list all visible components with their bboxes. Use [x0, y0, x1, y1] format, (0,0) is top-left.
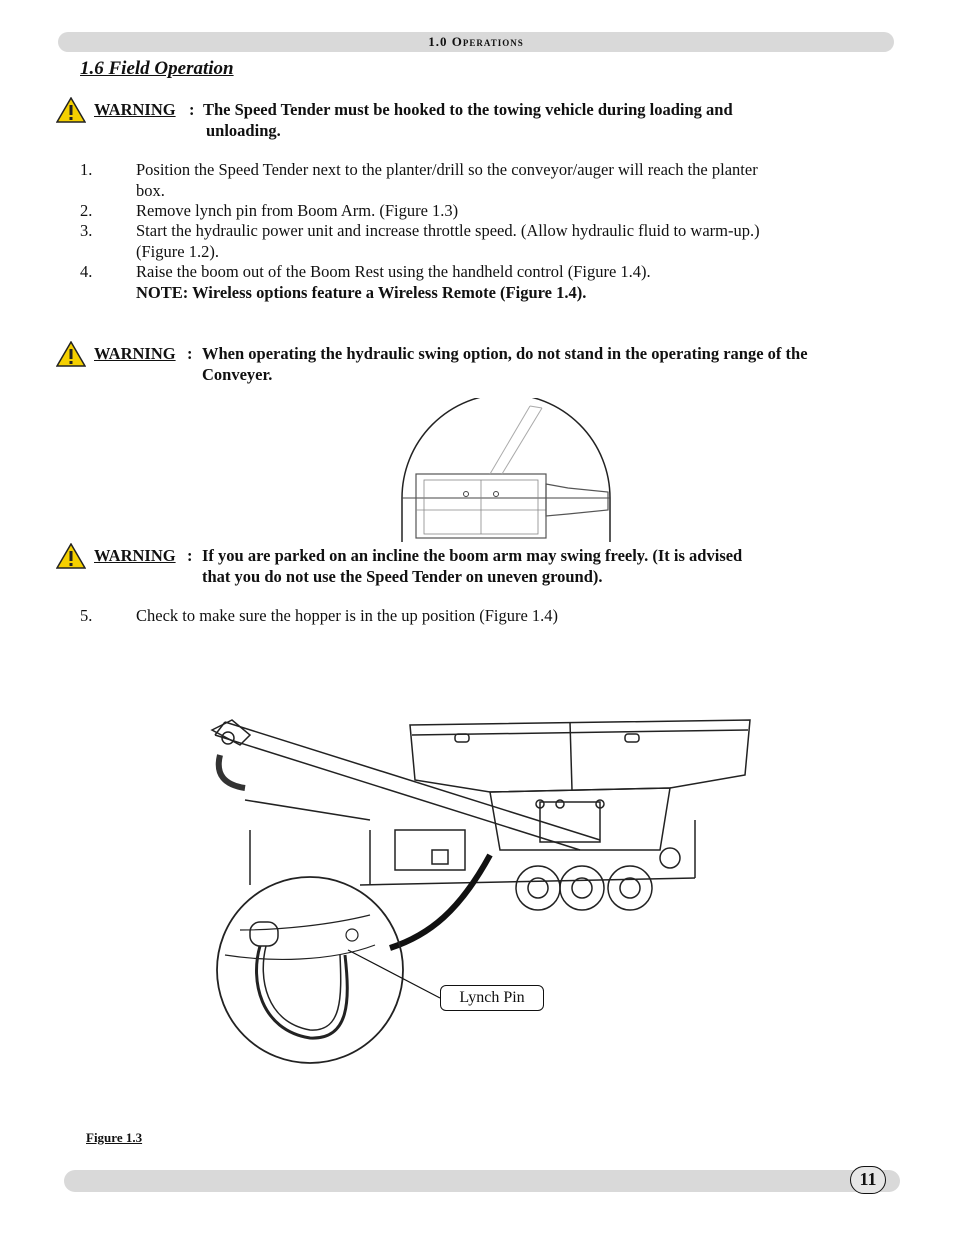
warning-text-line: If you are parked on an incline the boom arm may swing freely. (It is advised — [202, 546, 743, 565]
step-text: (Figure 1.2). — [136, 241, 219, 261]
step-text: box. — [136, 180, 165, 200]
warning-text-line: The Speed Tender must be hooked to the towing vehicle during loading and — [203, 100, 733, 119]
lynch-pin-detail — [217, 877, 403, 1063]
header-bar — [58, 32, 894, 52]
step-text: Start the hydraulic power unit and increase throttle speed. (Allow hydraulic fluid to warm-up.) — [136, 221, 760, 240]
footer-bar — [64, 1170, 900, 1192]
step-note: NOTE: Wireless options feature a Wireless Remote (Figure 1.4). — [136, 282, 587, 302]
step-number: 2. — [80, 201, 93, 220]
section-title: 1.6 Field Operation — [80, 58, 234, 79]
figure-caption: Figure 1.3 — [86, 1130, 143, 1145]
warning-text-line: unloading. — [206, 121, 281, 140]
warning-text-line: that you do not use the Speed Tender on uneven ground). — [202, 567, 603, 586]
warning-text-line: Conveyer. — [202, 365, 273, 384]
step-text: Remove lynch pin from Boom Arm. (Figure 1.3) — [136, 201, 459, 220]
step-text: Position the Speed Tender next to the planter/drill so the conveyor/auger will reach the planter — [136, 160, 758, 179]
step-number: 4. — [80, 262, 93, 281]
warning-label: WARNING — [94, 100, 176, 119]
warning-triangle-icon — [56, 341, 86, 367]
step-text: Raise the boom out of the Boom Rest using the handheld control (Figure 1.4). — [136, 262, 651, 281]
warning-triangle-icon — [56, 97, 86, 123]
step-number: 5. — [80, 606, 93, 625]
step-text: Check to make sure the hopper is in the up position (Figure 1.4) — [136, 606, 559, 625]
boom-rest-figure — [398, 398, 616, 542]
step-number: 1. — [80, 160, 93, 179]
step-number: 3. — [80, 221, 93, 240]
header-title: 1.0 Operations — [428, 34, 524, 49]
warning-label: WARNING — [94, 546, 176, 565]
lynch-pin-callout: Lynch Pin — [440, 985, 544, 1011]
warning-label: WARNING — [94, 344, 176, 363]
warning-text-line: When operating the hydraulic swing option, do not stand in the operating range of the — [202, 344, 808, 363]
warning-triangle-icon — [56, 543, 86, 569]
page-number: 11 — [850, 1166, 886, 1194]
